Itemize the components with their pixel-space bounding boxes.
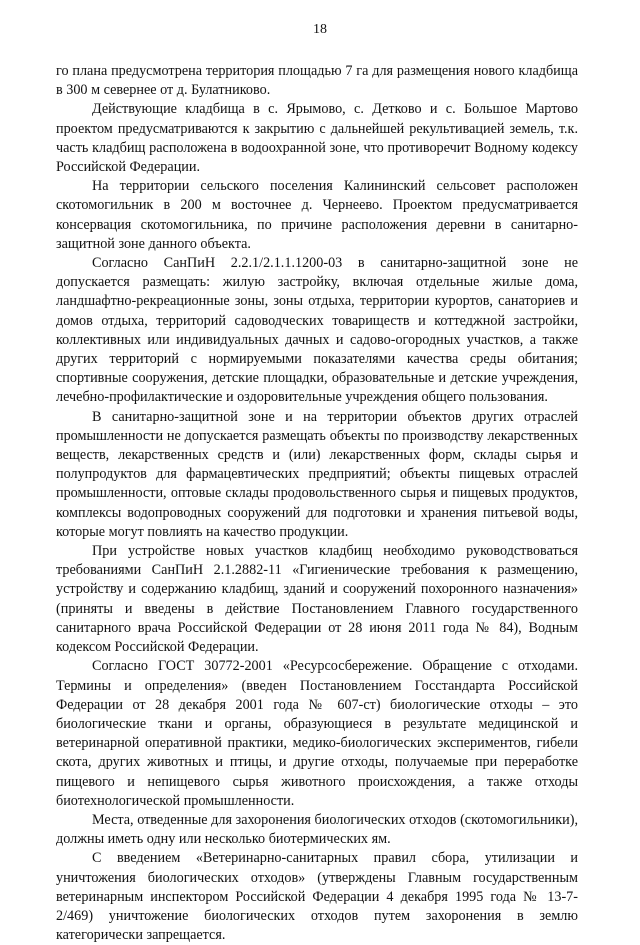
paragraph: Места, отведенные для захоронения биологических отходов (скотомогильники), должны иметь одну или несколько биотермических ям. [56,811,578,848]
paragraph: Действующие кладбища в с. Ярымово, с. Детково и с. Большое Мартово проектом предусматриваются к закрытию с дальнейшей рекультивацией земель, т.к. часть кладбищ расположена в водоохранной зоне, что противоречит Водному кодексу Российской Федерации. [56,101,578,176]
page-number: 18 [313,22,327,37]
paragraph: На территории сельского поселения Калининский сельсовет расположен скотомогильник в 200 м восточнее д. Чернеево. Проектом предусматривается консервация скотомогильника, по причине расположения деревни в санитарно-защитной зоне данного объекта. [56,178,578,252]
paragraph: В санитарно-защитной зоне и на территории объектов других отраслей промышленности не допускается размещать объекты по производству лекарственных веществ, лекарственных средств и (или) лекарственных форм, склады сырья и полупродуктов для фармацевтических предприятий; объекты пищевых отраслей промышленности, оптовые склады продовольственного сырья и пищевых продуктов, комплексы водопроводных сооружений для подготовки и хранения питьевой воды, которые могут повлиять на качество продукции. [56,408,578,540]
paragraph: При устройстве новых участков кладбищ необходимо руководствоваться требованиями СанПиН 2.1.2882-11 «Гигиенические требования к размещению, устройству и содержанию кладбищ, зданий и сооружений похоронного назначения» (приняты и введены в действие Постановлением Главного государственного санитарного врача Российской Федерации от 28 июня 2011 года № 84), Водным кодексом Российской Федерации. [56,543,578,656]
body-text [56,62,578,945]
paragraph: Согласно СанПиН 2.2.1/2.1.1.1200-03 в санитарно-защитной зоне не допускается размещать: жилую застройку, включая отдельные жилые дома, ландшафтно-рекреационные зоны, зоны отдыха, территории курортов, санаториев и домов отдыха, территорий садоводческих товариществ и коттеджной застройки, коллективных или индивидуальных дачных и садово-огородных участков, а также других территорий с нормируемыми показателями качества среды обитания; спортивные сооружения, детские площадки, образовательные и детские учреждения, лечебно-профилактические и оздоровительные учреждения общего пользования. [56,255,578,406]
paragraph: Согласно ГОСТ 30772-2001 «Ресурсосбережение. Обращение с отходами. Термины и определения» (введен Постановлением Госстандарта Российской Федерации от 28 декабря 2001 года № 607-ст) биологические отходы – это биологические ткани и органы, образующиеся в результате медицинской и ветеринарной оперативной практики, медико-биологических экспериментов, гибели скота, других животных и птицы, и другие отходы, получаемые при переработке пищевого и непищевого сырья животного происхождения, а также отходы биотехнологической промышленности. [56,658,578,809]
paragraph: С введением «Ветеринарно-санитарных правил сбора, утилизации и уничтожения биологических отходов» (утверждены Главным государственным ветеринарным инспектором Российской Федерации 4 декабря 1995 года № 13-7-2/469) уничтожение биологических отходов путем захоронения в землю категорически запрещается. [56,850,578,944]
paragraph: го плана предусмотрена территория площадью 7 га для размещения нового кладбища в 300 м севернее от д. Булатниково. [56,63,578,99]
